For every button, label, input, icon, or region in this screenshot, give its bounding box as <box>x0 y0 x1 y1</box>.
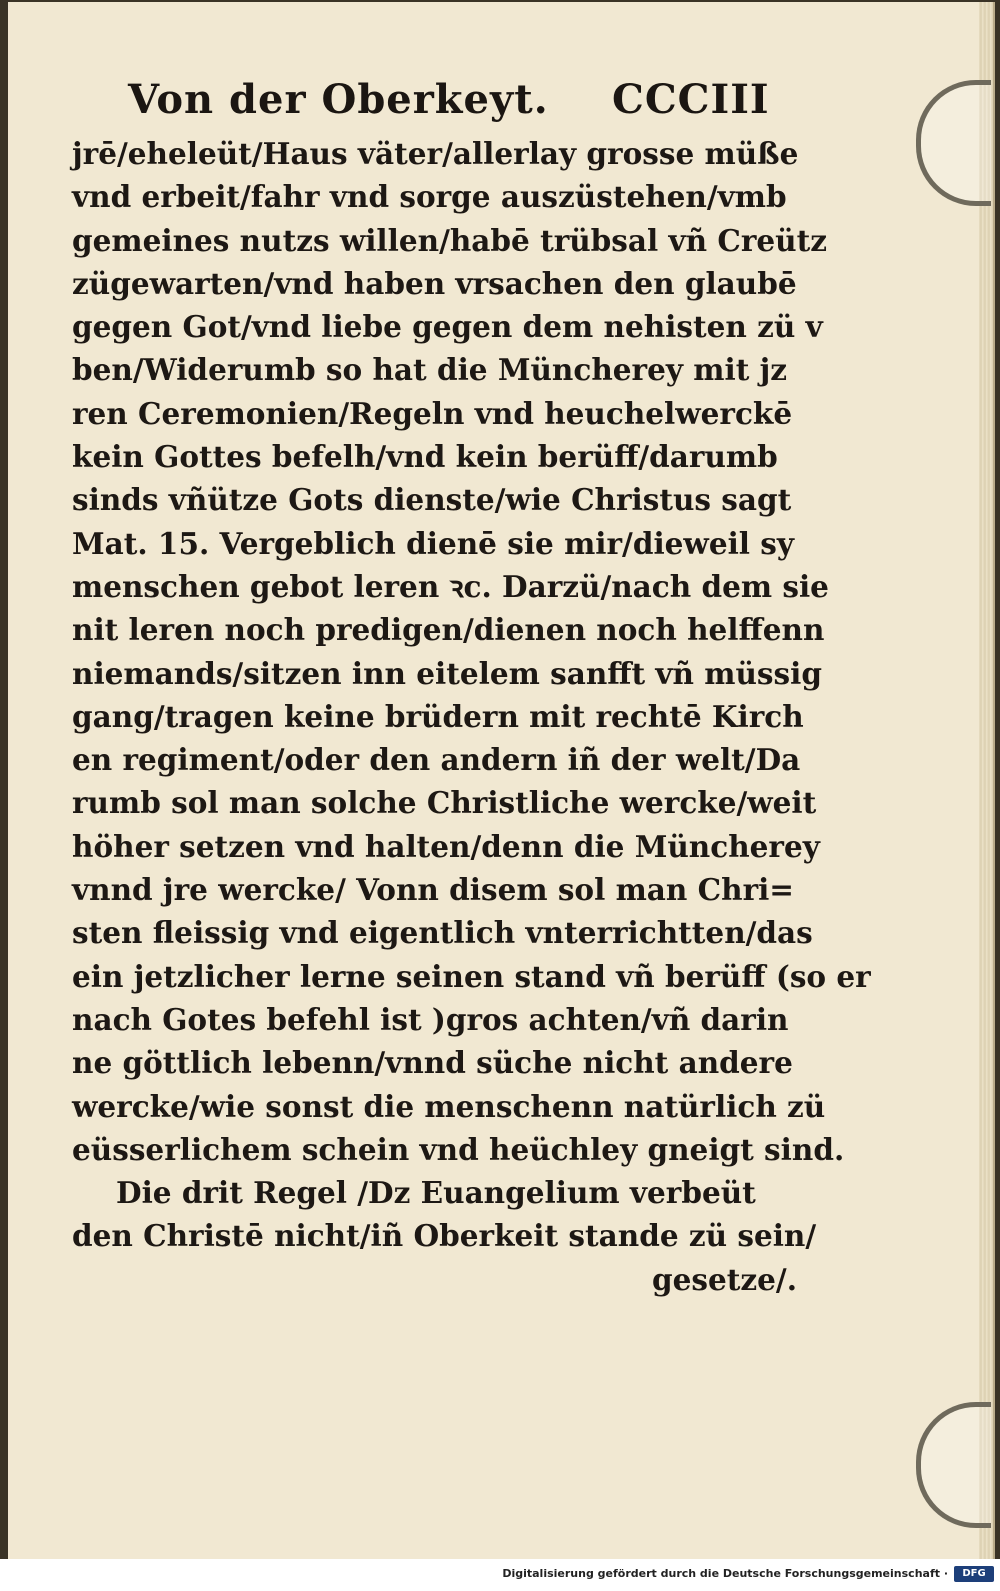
text-line: vnd erbeit/fahr vnd sorge auszüstehen/vmb <box>72 179 787 215</box>
text-line: sinds vñütze Gots dienste/wie Christus sagt <box>72 482 792 518</box>
text-line: menschen gebot leren ꝛc. Darzü/nach dem sie <box>72 568 829 604</box>
text-line: den Christē nicht/iñ Oberkeit stande zü sein/ <box>72 1218 817 1254</box>
running-header-title: Von der Oberkeyt. <box>128 76 549 123</box>
dfg-logo: DFG <box>954 1566 994 1582</box>
text-line: gemeines nutzs willen/habē trübsal vñ Creütz <box>72 222 827 258</box>
funding-credit: Digitalisierung gefördert durch die Deutsche Forschungsgemeinschaft · <box>502 1567 948 1580</box>
text-line: eüsserlichem schein vnd heüchley gneigt sind. <box>72 1131 845 1167</box>
digitization-footer <box>0 1559 1000 1591</box>
text-line: en regiment/oder den andern iñ der welt/Da <box>72 742 801 778</box>
text-line: Mat. 15. Vergeblich dienē sie mir/dieweil sy <box>72 525 795 561</box>
text-line: wercke/wie sonst die menschenn natürlich zü <box>72 1088 826 1124</box>
text-line: ren Ceremonien/Regeln vnd heuchelwerckē <box>72 395 793 431</box>
text-line: niemands/sitzen inn eitelem sanfft vñ müssig <box>72 655 822 691</box>
text-line: nit leren noch predigen/dienen noch helffenn <box>72 612 825 648</box>
text-line: jrē/eheleüt/Haus väter/allerlay grosse müße <box>72 136 799 171</box>
text-line: vnnd jre wercke/ Vonn disem sol man Chri= <box>72 872 795 908</box>
text-line: gang/tragen keine brüdern mit rechtē Kirch <box>72 698 804 734</box>
page-fore-edge <box>979 2 993 1559</box>
text-line: rumb sol man solche Christliche wercke/weit <box>72 785 817 821</box>
text-line: ein jetzlicher lerne seinen stand vñ berüff (so er <box>72 958 871 994</box>
text-line-paragraph-start: Die drit Regel /Dz Euangelium verbeüt <box>116 1175 756 1211</box>
page-clip-bottom <box>916 1402 991 1528</box>
text-line: gegen Got/vnd liebe gegen dem nehisten zü v <box>72 309 823 345</box>
text-line: zügewarten/vnd haben vrsachen den glaubē <box>72 265 797 301</box>
body-text-block <box>72 132 871 1301</box>
text-line: sten fleissig vnd eigentlich vnterrichtten/das <box>72 915 813 951</box>
text-line: ben/Widerumb so hat die Müncherey mit jz <box>72 352 788 388</box>
text-line: höher setzen vnd halten/denn die Müncherey <box>72 828 820 864</box>
page-clip-top <box>916 80 991 206</box>
folio-number: CCCIII <box>612 76 770 123</box>
text-line: kein Gottes befelh/vnd kein berüff/darumb <box>72 439 778 475</box>
text-line: nach Gotes befehl ist )gros achten/vñ darin <box>72 1001 789 1037</box>
text-line: ne göttlich lebenn/vnnd süche nicht andere <box>72 1045 793 1081</box>
catchword: gesetze/. <box>652 1261 797 1297</box>
